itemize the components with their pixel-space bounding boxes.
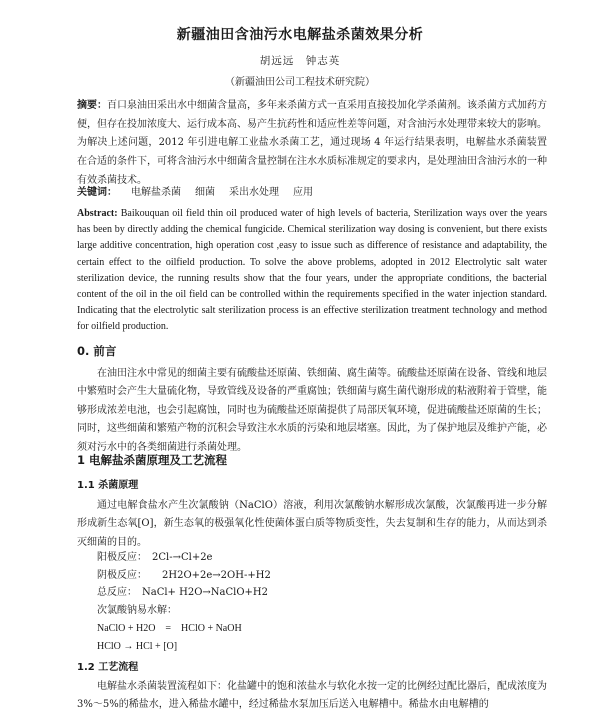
authors: 胡远远 钟志英: [259, 55, 341, 67]
chinese-abstract-label: 摘要：: [77, 100, 107, 111]
chinese-abstract-text: 百口泉油田采出水中细菌含量高，多年来杀菌方式一直采用直接投加化学杀菌剂。该杀菌方式加药方便，但存在投加浓度大、运行成本高、易产生抗药性和适应性差等问题，对含油污水处理带来较大的影响。为解决上述问题，2012 年引进电解工业盐水杀菌工艺，通过现场 4 年运行结果表明，电解盐水杀菌装置在合适的条件下，可将含油污水中细菌含量控制在注水水质标准规定的要求内，是处理油田含油污水的一种有效杀菌技术。: [77, 100, 547, 186]
reaction-line: 次氯酸钠易水解：: [97, 604, 177, 616]
english-abstract-text: Baikouquan oil field thin oil produced water of high levels of bacteria, Sterilization ways over the years has been by directly adding the chemical fungicide. Chemical sterilization way dosing is convenient, but there exists large additive concentration, high operation cost ,easy to issue such as difference of resistance and adaptability, the certain effect to the oilfield production. To solve the above problems, adopted in 2012 Electrolytic salt water sterilization device, the running results show that the four years, under the appropriate conditions, the bacterial content of the oil in the oil field can be controlled within the requirements specified in the water injection standard. Indicating that the electrolytic salt sterilization process is an effective sterilization treatment technology and method for oilfield production.: [77, 208, 548, 333]
english-abstract-label: Abstract:: [77, 208, 118, 219]
process-paragraph: 电解盐水杀菌装置流程如下：化盐罐中的饱和浓盐水与软化水按一定的比例经过配比器后，配成浓度为 3%～5%的稀盐水，进入稀盐水罐中，经过稀盐水泵加压后送入电解槽中。稀盐水由电解槽的: [77, 681, 547, 711]
reaction-line: 阴极反应： 2H2O+2e→2OH-+H2: [97, 569, 271, 581]
keyword-item: 细菌: [195, 187, 215, 198]
keywords-label: 关键词：: [77, 187, 117, 198]
preface-paragraph: 在油田注水中常见的细菌主要有硫酸盐还原菌、铁细菌、腐生菌等。硫酸盐还原菌在设备、管线和地层中繁殖时会产生大量硫化物，导致管线及设备的严重腐蚀；铁细菌与腐生菌代谢形成的粘液附着于管壁，能够形成浓差电池，也会引起腐蚀，同时也为硫酸盐还原菌提供了局部厌氧环境，促进硫酸盐还原菌的生长；同时，这些细菌和繁殖产物的沉积会导致注水水质的污染和地层堵塞。因此，为了保护地层及维护产能，必须对污水中的各类细菌进行杀菌处理。: [77, 368, 547, 453]
keyword-item: 采出水处理: [229, 187, 279, 198]
subsection-heading-process: 1.2 工艺流程: [77, 662, 139, 673]
reaction-line: 阳极反应： 2Cl-→Cl+2e: [97, 552, 213, 563]
formula-line: HClO → HCl + [O]: [97, 640, 178, 652]
keyword-item: 应用: [293, 187, 313, 198]
section-heading-preface: 0. 前言: [77, 344, 117, 358]
affiliation: （新疆油田公司工程技术研究院）: [225, 77, 375, 88]
section-heading-principle: 1 电解盐杀菌原理及工艺流程: [77, 453, 228, 467]
paper-title: 新疆油田含油污水电解盐杀菌效果分析: [176, 27, 424, 43]
subsection-heading-sterilization: 1.1 杀菌原理: [77, 480, 139, 491]
keyword-item: 电解盐杀菌: [131, 187, 181, 198]
hydrolysis-formulas: [97, 620, 242, 655]
english-abstract: [77, 206, 547, 336]
chinese-abstract: [77, 97, 547, 191]
reaction-line: 总反应： NaCl+ H2O→NaClO+H2: [97, 587, 269, 599]
reaction-list: [97, 549, 271, 619]
sterilization-paragraph: 通过电解食盐水产生次氯酸钠（NaClO）溶液，利用次氯酸钠水解形成次氯酸，次氯酸再进一步分解形成新生态氧[O]，新生态氧的极强氧化性使菌体蛋白质等物质变性，失去复制和生存的能力，从而达到杀灭细菌的目的。: [77, 500, 547, 548]
keywords: [77, 183, 547, 198]
formula-line: NaClO + H2O = HClO + NaOH: [97, 623, 242, 634]
